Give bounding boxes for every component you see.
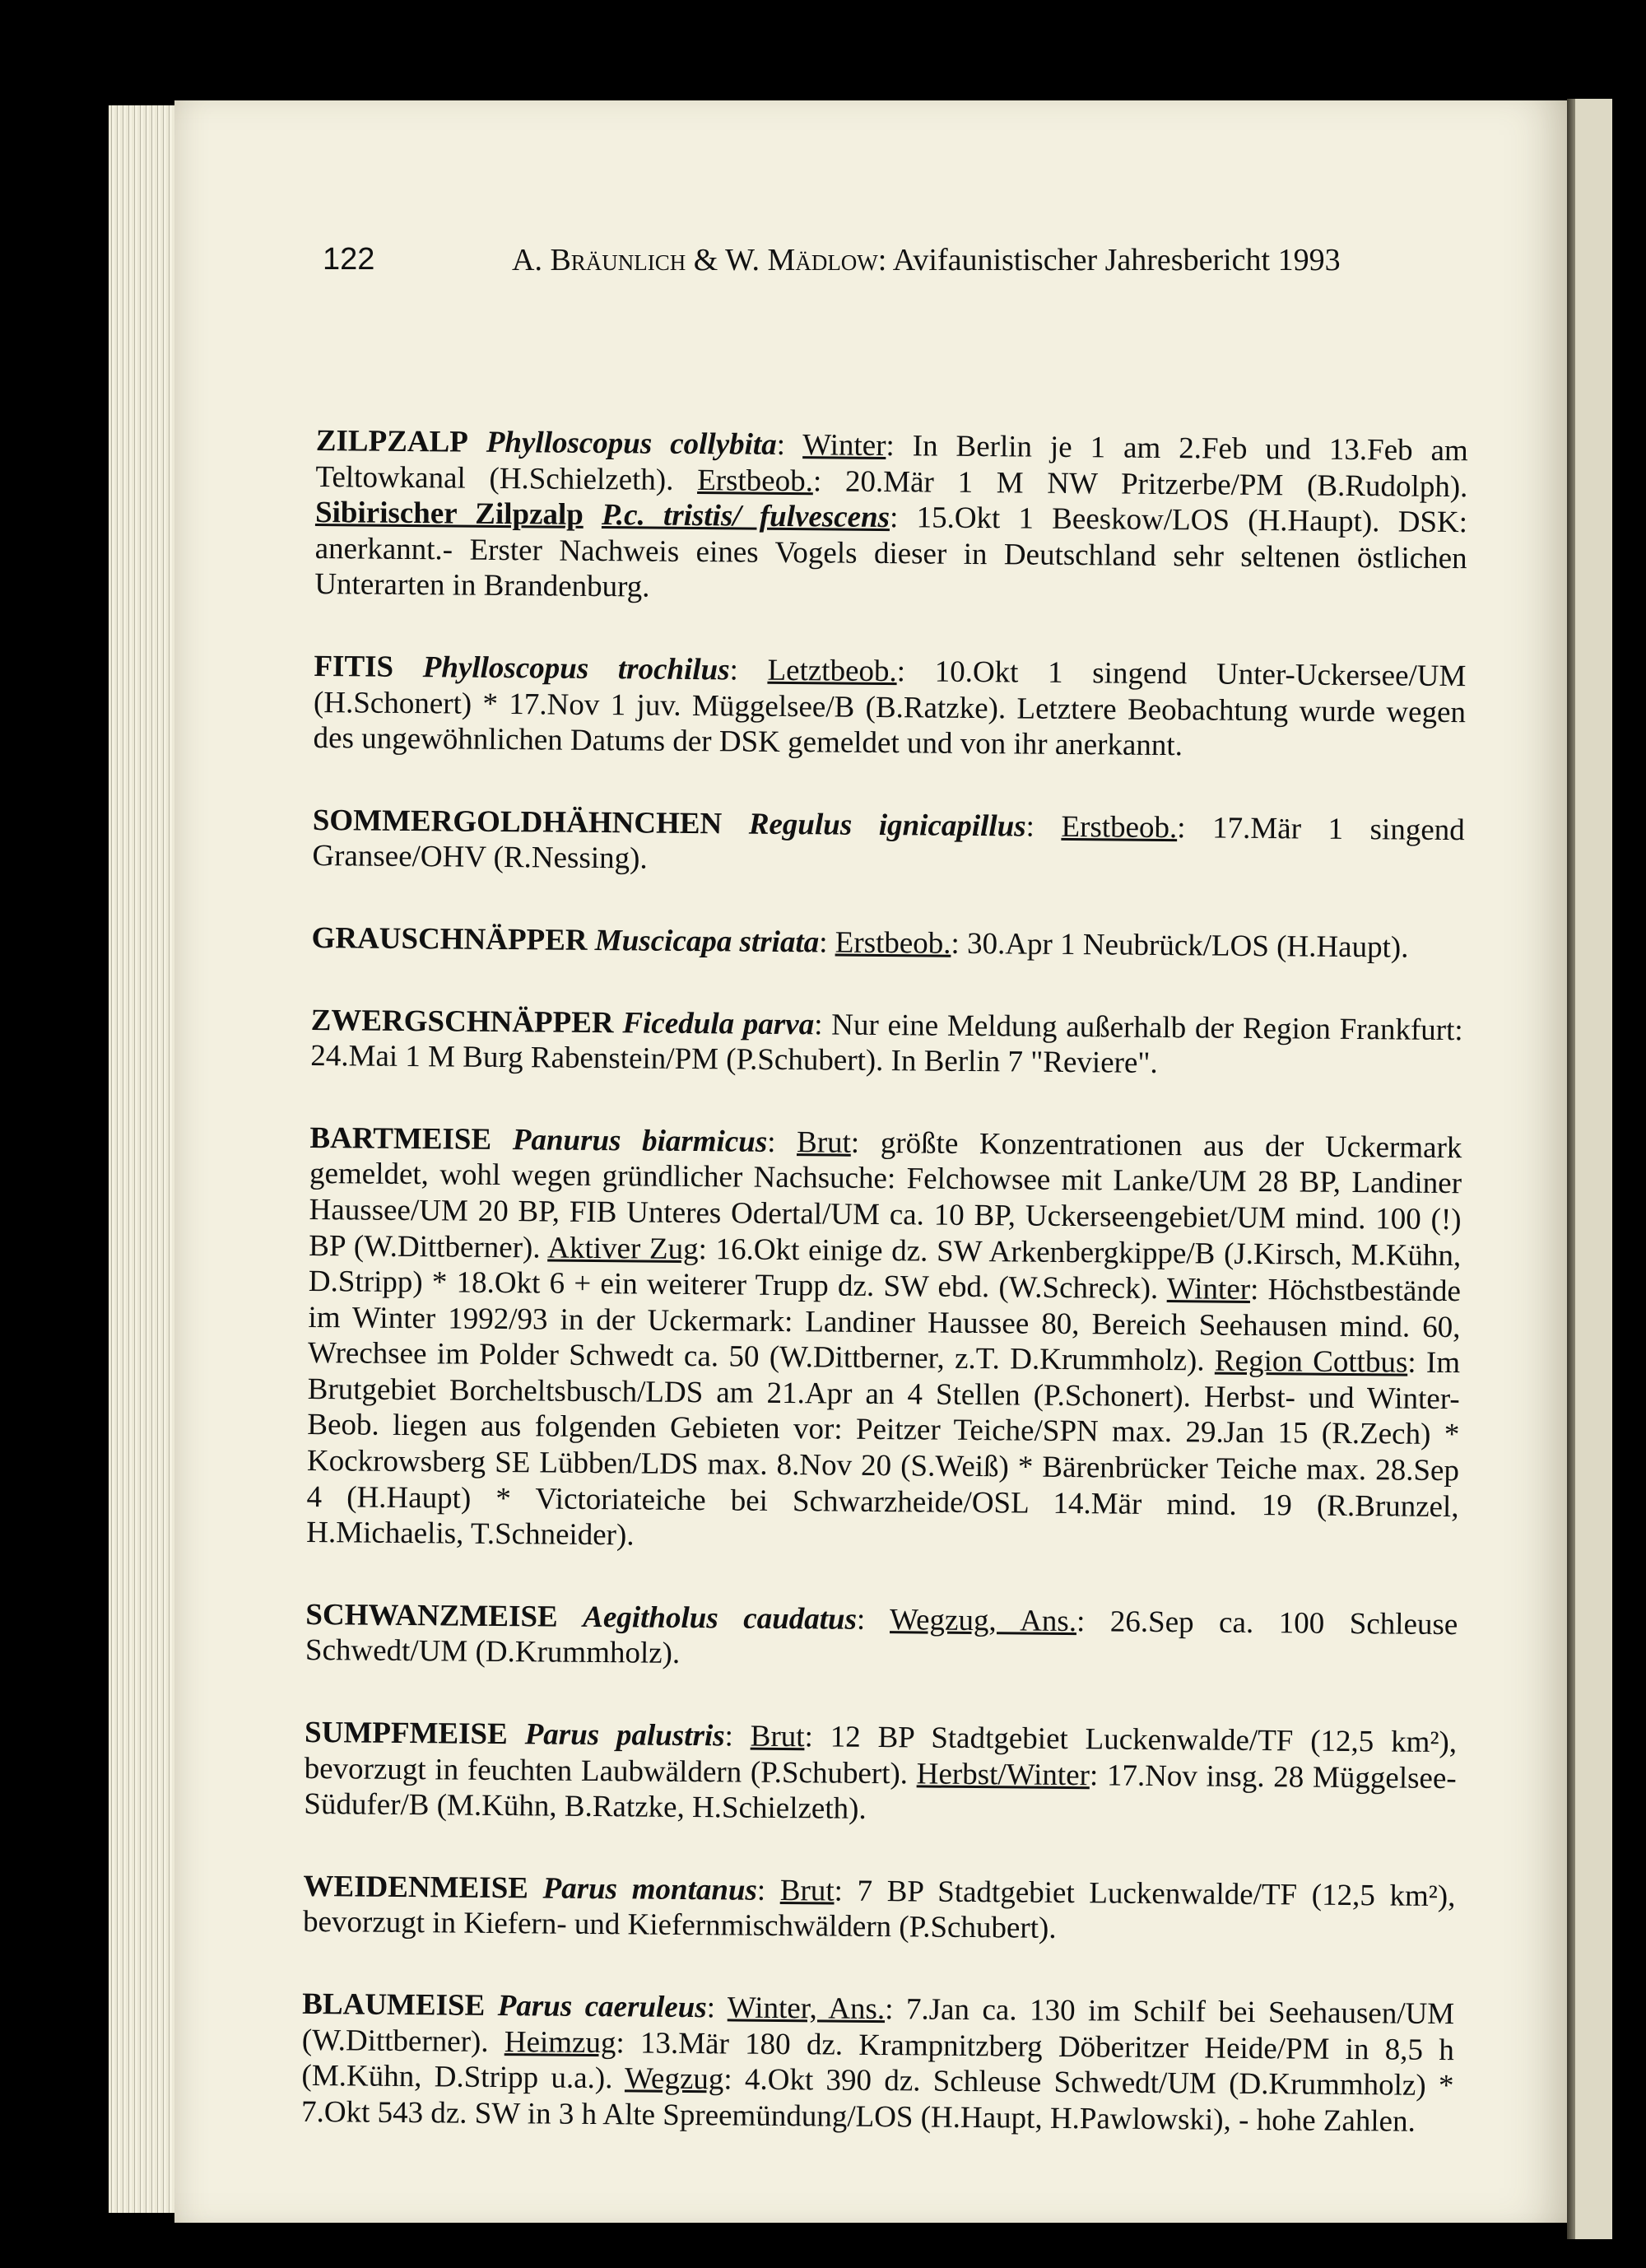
section-label: Erstbeob. bbox=[697, 463, 814, 498]
section-label: Winter, Ans. bbox=[727, 1991, 886, 2027]
species-name: SUMPFMEISE bbox=[304, 1715, 508, 1752]
entry-text: : Im Brutgebiet Borcheltsbusch/LDS am 21.Apr an 4 Stellen (P.Schonert). Herbst- und Winter-Beob. liegen aus folgenden Gebieten vor: Peitzer Teiche/SPN max. 29.Jan 15 (R.Zech) * Kockrowsberg SE Lübben/LDS max. 8.Nov 20 (S.Weiß) * Bärenbrücker Teiche max. 28.Sep 4 (H.Haupt) * Victoriateiche bei Schwarzheide/OSL 14.Mär mind. 19 (R.Brunzel, H.Michaelis, T.Schneider). bbox=[306, 1345, 1461, 1553]
section-label: Winter bbox=[1166, 1272, 1251, 1307]
section-label: Erstbeob. bbox=[1061, 809, 1178, 845]
entry-text: : Höchstbestände im Winter 1992/93 in der Uckermark: Landiner Haussee 80, Bereich Seehausen mind. 60, Wrechsee im Polder Schwedt ca. 50 (W.Dittberner, z.T. D.Krummholz). bbox=[307, 1273, 1462, 1378]
article-body bbox=[300, 423, 1468, 2187]
entry-text: : In Berlin je 1 am 2.Feb und 13.Feb am Teltowkanal (H.Schielzeth). bbox=[315, 429, 1468, 497]
entry-text: : 4.Okt 390 dz. Schleuse Schwedt/UM (D.Krummholz) * 7.Okt 543 dz. SW in 3 h Alte Spreemündung/LOS (H.Haupt, H.Pawlowski), - hohe Zahlen. bbox=[300, 2062, 1454, 2139]
section-label: Letztbeob. bbox=[767, 653, 897, 689]
section-label: Erstbeob. bbox=[835, 925, 951, 961]
species-name: WEIDENMEISE bbox=[303, 1869, 529, 1906]
entry-text: : 7.Jan ca. 130 im Schilf bei Seehausen/UM (W.Dittberner). bbox=[301, 1992, 1455, 2059]
section-label: Wegzug bbox=[624, 2061, 724, 2097]
latin-name: Parus palustris bbox=[524, 1717, 725, 1753]
section-label: Brut bbox=[779, 1873, 835, 1908]
latin-name: Muscicapa striata bbox=[594, 923, 820, 960]
subspecies-name: Sibirischer Zilpzalp bbox=[314, 496, 584, 533]
entry-schwanzmeise: SCHWANZMEISE Aegitholus caudatus: Wegzug, Ans.: 26.Sep ca. 100 Schleuse Schwedt/UM (D.Krummholz). bbox=[305, 1597, 1458, 1671]
section-label: Brut bbox=[750, 1719, 805, 1754]
entry-text: : 10.Okt 1 singend Unter-Uckersee/UM (H.Schonert) * 17.Nov 1 juv. Müggelsee/B (B.Ratzke). Letztere Beobachtung wurde wegen des ungewöhnlichen Datums der DSK gemeldet und von ihr anerkannt. bbox=[313, 654, 1467, 763]
entry-grauschnaepper: GRAUSCHNÄPPER Muscicapa striata: Erstbeob.: 30.Apr 1 Neubrück/LOS (H.Haupt). bbox=[311, 920, 1409, 965]
species-name: SCHWANZMEISE bbox=[305, 1597, 558, 1634]
entry-zwergschnaepper bbox=[310, 1003, 1463, 1084]
species-name: GRAUSCHNÄPPER bbox=[311, 920, 588, 957]
entry-text: : 20.Mär 1 M NW Pritzerbe/PM (B.Rudolph). bbox=[812, 463, 1468, 504]
entry-blaumeise: BLAUMEISE Parus caeruleus: Winter, Ans.: 7.Jan ca. 130 im Schilf bei Seehausen/UM (W.Dittberner). Heimzug: 13.Mär 180 dz. Krampnitzberg Döberitzer Heide/PM in 8,5 h (M.Kühn, D.Stripp u.a.). Wegzug: 4.Okt 390 dz. Schleuse Schwedt/UM (D.Krummholz) * 7.Okt 543 dz. SW in 3 h Alte Spreemündung/LOS (H.Haupt, H.Pawlowski), - hohe Zahlen. bbox=[300, 1986, 1455, 2139]
section-label: Winter bbox=[802, 428, 886, 463]
subspecies-latin: P.c. tristis/ fulvescens bbox=[601, 498, 890, 535]
entry-fitis: FITIS Phylloscopus trochilus: Letztbeob.: 10.Okt 1 singend Unter-Uckersee/UM (H.Schonert) * 17.Nov 1 juv. Müggelsee/B (B.Ratzke). Letztere Beobachtung wurde wegen des ungewöhnlichen Datums der DSK gemeldet und von ihr anerkannt. bbox=[313, 649, 1467, 763]
section-label: Herbst/Winter bbox=[916, 1757, 1090, 1792]
species-name: BARTMEISE bbox=[309, 1120, 492, 1157]
entry-bartmeise: BARTMEISE Panurus biarmicus: Brut: größte Konzentrationen aus der Uckermark gemeldet, wohl wegen gründlicher Nachsuche: Felchowsee mit Lanke/UM 28 BP, Landiner Haussee/UM 20 BP, FIB Unteres Odertal/UM ca. 10 BP, Uckerseengebiet/UM mind. 100 (!) BP (W.Dittberner). Aktiver Zug: 16.Okt einige dz. SW Arkenbergkippe/B (J.Kirsch, M.Kühn, D.Stripp) * 18.Okt 6 + ein weiterer Trupp dz. SW ebd. (W.Schreck). Winter: Höchstbestände im Winter 1992/93 in der Uckermark: Landiner Haussee 80, Bereich Seehausen mind. 60, Wrechsee im Polder Schwedt ca. 50 (W.Dittberner, z.T. D.Krummholz). Region Cottbus: Im Brutgebiet Borcheltsbusch/LDS am 21.Apr an 4 Stellen (P.Schonert). Herbst- und Winter-Beob. liegen aus folgenden Gebieten vor: Peitzer Teiche/SPN max. 29.Jan 15 (R.Zech) * Kockrowsberg SE Lübben/LDS max. 8.Nov 20 (S.Weiß) * Bärenbrücker Teiche max. 28.Sep 4 (H.Haupt) * Victoriateiche bei Schwarzheide/OSL 14.Mär mind. 19 (R.Brunzel, H.Michaelis, T.Schneider). bbox=[306, 1120, 1462, 1553]
authors: A. Bräunlich & W. Mädlow: bbox=[512, 243, 887, 277]
section-label: Brut bbox=[796, 1125, 852, 1160]
page-stack-edge bbox=[109, 105, 176, 2213]
entry-zilpzalp bbox=[314, 423, 1468, 612]
entry-text: : 30.Apr 1 Neubrück/LOS (H.Haupt). bbox=[951, 926, 1409, 965]
species-name: BLAUMEISE bbox=[302, 1986, 486, 2023]
entry-text: : 15.Okt 1 Beeskow/LOS (H.Haupt). DSK: anerkannt.- Erster Nachweis eines Vogels dieser in Deutschland sehr seltenen östlichen Unterarten in Brandenburg. bbox=[314, 501, 1468, 604]
latin-name: Parus caeruleus bbox=[497, 1989, 707, 2025]
latin-name: Phylloscopus trochilus bbox=[422, 650, 730, 687]
latin-name: Panurus biarmicus bbox=[512, 1122, 768, 1159]
section-label: Aktiver Zug bbox=[547, 1230, 699, 1266]
entry-sommergoldhaehnchen: SOMMERGOLDHÄHNCHEN Regulus ignicapillus: Erstbeob.: 17.Mär 1 singend Gransee/OHV (R.Nessing). bbox=[312, 803, 1465, 876]
section-label: Wegzug, Ans. bbox=[889, 1602, 1077, 1638]
book-page bbox=[174, 100, 1567, 2223]
latin-name: Parus montanus bbox=[542, 1871, 758, 1907]
entry-text: : 13.Mär 180 dz. Krampnitzberg Döberitzer Heide/PM in 8,5 h (M.Kühn, D.Stripp u.a.). bbox=[301, 2025, 1454, 2096]
entry-text: : 12 BP Stadtgebiet Luckenwalde/TF (12,5 km²), bevorzugt in feuchten Laubwäldern (P.Schubert). bbox=[304, 1720, 1458, 1791]
entry-text: : Nur eine Meldung außerhalb der Region Frankfurt: 24.Mai 1 M Burg Rabenstein/PM (P.Schubert). In Berlin 7 "Reviere". bbox=[310, 1007, 1463, 1081]
entry-weidenmeise: WEIDENMEISE Parus montanus: Brut: 7 BP Stadtgebiet Luckenwalde/TF (12,5 km²), bevorzugt in Kiefern- und Kiefernmischwäldern (P.Schubert). bbox=[302, 1869, 1456, 1946]
journal-title: Avifaunistischer Jahresbericht 1993 bbox=[892, 243, 1341, 277]
entry-text: : größte Konzentrationen aus der Uckermark gemeldet, wohl wegen gründlicher Nachsuche: Felchowsee mit Lanke/UM 28 BP, Landiner Haussee/UM 20 BP, FIB Unteres Odertal/UM ca. 10 BP, Uckerseengebiet/UM mind. 100 (!) BP (W.Dittberner). bbox=[309, 1125, 1462, 1264]
entry-text: : 26.Sep ca. 100 Schleuse Schwedt/UM (D.Krummholz). bbox=[305, 1604, 1458, 1671]
entry-text: : 17.Mär 1 singend Gransee/OHV (R.Nessing). bbox=[312, 810, 1465, 876]
entry-sumpfmeise: SUMPFMEISE Parus palustris: Brut: 12 BP Stadtgebiet Luckenwalde/TF (12,5 km²), bevorzugt in feuchten Laubwäldern (P.Schubert). Herbst/Winter: 17.Nov insg. 28 Müggelsee-Südufer/B (M.Kühn, B.Ratzke, H.Schielzeth). bbox=[304, 1715, 1458, 1827]
running-title bbox=[512, 242, 1341, 278]
entry-body: : Winter: In Berlin je 1 am 2.Feb und 13.Feb am Teltowkanal (H.Schielzeth). Erstbeob.: 20.Mär 1 M NW Pritzerbe/PM (B.Rudolph). Sibirischer Zilpzalp P.c. tristis/ fulvescens: 15.Okt 1 Beeskow/LOS (H.Haupt). DSK: anerkannt.- Erster Nachweis eines Vogels dieser in Deutschland sehr seltenen östlichen Unterarten in Brandenburg. bbox=[314, 427, 1468, 604]
entry-text: : 7 BP Stadtgebiet Luckenwalde/TF (12,5 km²), bevorzugt in Kiefern- und Kiefernmischwäldern (P.Schubert). bbox=[302, 1874, 1456, 1946]
entry-text: : 17.Nov insg. 28 Müggelsee-Südufer/B (M.Kühn, B.Ratzke, H.Schielzeth). bbox=[304, 1758, 1457, 1827]
latin-name: Regulus ignicapillus bbox=[748, 807, 1026, 844]
facing-page-edge bbox=[1567, 99, 1612, 2239]
species-name: SOMMERGOLDHÄHNCHEN bbox=[312, 803, 723, 841]
entry-text: : 16.Okt einige dz. SW Arkenbergkippe/B (J.Kirsch, M.Kühn, D.Stripp) * 18.Okt 6 + ein weiterer Trupp dz. SW ebd. (W.Schreck). bbox=[308, 1232, 1462, 1306]
page-number: 122 bbox=[323, 242, 375, 277]
section-label: Region Cottbus bbox=[1214, 1344, 1408, 1380]
section-label: Heimzug bbox=[504, 2024, 616, 2060]
species-name: FITIS bbox=[314, 649, 394, 684]
latin-name: Aegitholus caudatus bbox=[583, 1600, 858, 1637]
gutter-shadow bbox=[1567, 99, 1575, 2239]
species-name: ZILPZALP bbox=[315, 424, 469, 459]
species-name: ZWERGSCHNÄPPER bbox=[310, 1003, 614, 1040]
latin-name: Ficedula parva bbox=[622, 1005, 815, 1041]
latin-name: Phylloscopus collybita bbox=[486, 425, 777, 462]
